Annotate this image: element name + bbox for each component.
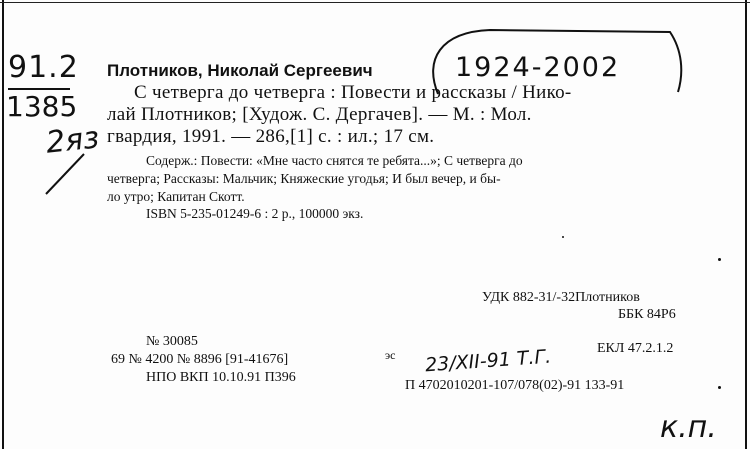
ekl-code: ЕКЛ 47.2.1.2	[597, 341, 674, 356]
bbk-code: ББК 84Р6	[618, 307, 676, 322]
handwritten-initials: к.п.	[660, 410, 717, 445]
contents-line: ло утро; Капитан Скотт.	[107, 189, 245, 204]
print-order: 69 № 4200 № 8896 [91-41676]	[111, 352, 289, 367]
contents-line: четверга; Рассказы: Мальчик; Княжеские угодья; И был вечер, и бы-	[107, 171, 501, 186]
card-top-edge	[0, 2, 750, 3]
isbn-line: ISBN 5-235-01249-6 : 2 р., 100000 экз.	[146, 206, 364, 221]
contents-line: Содерж.: Повести: «Мне часто снятся те ребята...»; С четверга до	[146, 153, 523, 168]
title-line: С четверга до четверга : Повести и рассказы / Нико-	[134, 82, 572, 103]
call-number-shelf: 91.2	[8, 50, 79, 85]
print-number: № 30085	[146, 334, 198, 349]
udk-code: УДК 882-31/-32Плотников	[482, 290, 640, 305]
scan-speck	[718, 386, 721, 389]
call-number-mark: 2яз	[44, 120, 101, 161]
p-code: П 4702010201-107/078(02)-91 133-91	[405, 378, 625, 393]
print-npo: НПО ВКП 10.10.91 П396	[146, 370, 296, 385]
stamp-fragment: эс	[385, 348, 396, 362]
life-dates: 1924-2002	[455, 52, 621, 83]
card-right-edge	[745, 0, 747, 449]
handwritten-date: 23/XII-91 Т.Г.	[424, 345, 552, 377]
scan-speck	[562, 236, 564, 238]
scan-speck	[718, 258, 721, 261]
title-line: гвардия, 1991. — 286,[1] с. : ил.; 17 см.	[107, 126, 435, 147]
author-heading: Плотников, Николай Сергеевич	[107, 61, 373, 80]
card-left-edge	[2, 0, 4, 449]
call-number-value: 1385	[6, 90, 78, 123]
title-line: лай Плотников; [Худож. С. Дергачев]. — М. : Мол.	[107, 104, 532, 125]
pen-stroke	[40, 150, 90, 200]
